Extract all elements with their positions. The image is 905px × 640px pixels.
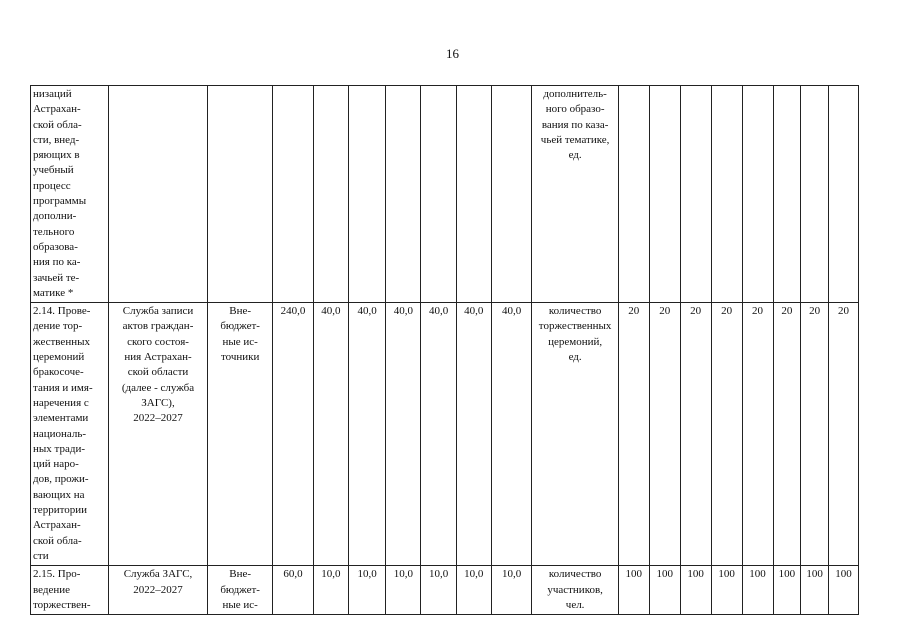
indicator-cell: количество участников, чел. (532, 566, 618, 615)
executor-cell (108, 86, 207, 303)
funding-amount-cell: 10,0 (313, 566, 348, 615)
indicator-value-cell: 20 (828, 303, 858, 566)
funding-amount-cell: 10,0 (421, 566, 456, 615)
funding-amount-cell: 40,0 (421, 303, 456, 566)
indicator-value-cell: 100 (680, 566, 711, 615)
funding-amount-cell: 10,0 (491, 566, 532, 615)
funding-amount-cell: 10,0 (348, 566, 385, 615)
funding-amount-cell: 40,0 (386, 303, 421, 566)
executor-cell: Служба ЗАГС, 2022–2027 (108, 566, 207, 615)
funding-amount-cell (456, 86, 491, 303)
indicator-value-cell: 100 (618, 566, 649, 615)
indicator-value-cell: 100 (828, 566, 858, 615)
indicator-value-cell: 20 (649, 303, 680, 566)
funding-source-cell: Вне- бюджет- ные ис- точники (208, 303, 273, 566)
funding-amount-cell (386, 86, 421, 303)
page-number: 16 (446, 46, 459, 61)
indicator-value-cell: 20 (742, 303, 773, 566)
funding-amount-cell (421, 86, 456, 303)
funding-amount-cell: 40,0 (348, 303, 385, 566)
indicator-value-cell (801, 86, 829, 303)
measure-name-cell: 2.15. Про- ведение торжествен- (31, 566, 109, 615)
funding-amount-cell: 40,0 (313, 303, 348, 566)
table-row (31, 86, 859, 303)
indicator-value-cell: 20 (711, 303, 742, 566)
indicator-value-cell (711, 86, 742, 303)
indicator-value-cell (680, 86, 711, 303)
indicator-value-cell: 100 (649, 566, 680, 615)
indicator-value-cell: 20 (773, 303, 801, 566)
funding-amount-cell (313, 86, 348, 303)
measure-name-cell: низаций Астрахан- ской обла- сти, внед- ряющих в учебный процесс программы дополни- тельного образова- ния по ка- зачьей те- матике * (31, 86, 109, 303)
indicator-value-cell: 20 (680, 303, 711, 566)
table-row (31, 303, 859, 566)
funding-source-cell: Вне- бюджет- ные ис- (208, 566, 273, 615)
indicator-value-cell: 100 (742, 566, 773, 615)
funding-amount-cell (273, 86, 314, 303)
funding-amount-cell: 10,0 (456, 566, 491, 615)
indicator-value-cell: 100 (773, 566, 801, 615)
indicator-value-cell (828, 86, 858, 303)
indicator-value-cell: 20 (801, 303, 829, 566)
indicator-cell: количество торжественных церемоний, ед. (532, 303, 618, 566)
indicator-value-cell: 20 (618, 303, 649, 566)
funding-amount-cell (491, 86, 532, 303)
indicator-value-cell: 100 (711, 566, 742, 615)
executor-cell: Служба записи актов граждан- ского состоя- ния Астрахан- ской области (далее - служба ЗАГС), 2022–2027 (108, 303, 207, 566)
funding-amount-cell: 40,0 (456, 303, 491, 566)
funding-amount-cell: 240,0 (273, 303, 314, 566)
indicator-value-cell: 100 (801, 566, 829, 615)
measure-name-cell: 2.14. Прове- дение тор- жественных церемоний бракосоче- тания и имя- наречения с элементами националь- ных тради- ций наро- дов, прожи- вающих на территории Астрахан- ской обла- сти (31, 303, 109, 566)
funding-source-cell (208, 86, 273, 303)
indicator-value-cell (618, 86, 649, 303)
indicator-value-cell (773, 86, 801, 303)
funding-amount-cell: 60,0 (273, 566, 314, 615)
funding-amount-cell: 40,0 (491, 303, 532, 566)
funding-amount-cell: 10,0 (386, 566, 421, 615)
indicator-cell: дополнитель- ного образо- вания по каза- чьей тематике, ед. (532, 86, 618, 303)
program-table (30, 85, 859, 615)
funding-amount-cell (348, 86, 385, 303)
table-row (31, 566, 859, 615)
indicator-value-cell (649, 86, 680, 303)
indicator-value-cell (742, 86, 773, 303)
